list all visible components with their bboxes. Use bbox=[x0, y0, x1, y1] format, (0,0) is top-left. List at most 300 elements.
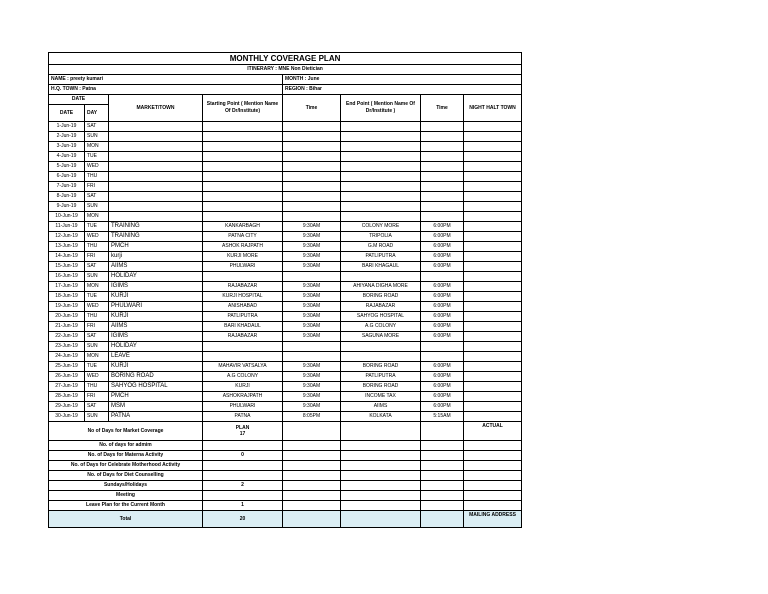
row-end-point: PATLIPUTRA bbox=[341, 372, 421, 382]
row-day: MON bbox=[85, 352, 109, 362]
summary-row bbox=[49, 481, 522, 491]
summary-label: No of Days for Market Coverage bbox=[49, 422, 203, 441]
hq-field: H.Q. TOWN : Patna bbox=[49, 85, 283, 95]
row-market: kurji bbox=[109, 252, 203, 262]
row-night-halt bbox=[464, 402, 522, 412]
row-market: KURJI bbox=[109, 312, 203, 322]
row-end-point: AIIMS bbox=[341, 402, 421, 412]
row-market bbox=[109, 212, 203, 222]
row-night-halt bbox=[464, 222, 522, 232]
row-day: SUN bbox=[85, 412, 109, 422]
row-end-time bbox=[421, 352, 464, 362]
actual-label: ACTUAL bbox=[482, 423, 503, 429]
row-start-point: KANKARBAGH bbox=[203, 222, 283, 232]
time-header-2: Time bbox=[421, 95, 464, 122]
row-date: 30-Jun-19 bbox=[49, 412, 85, 422]
row-end-point bbox=[341, 342, 421, 352]
total-blank bbox=[283, 511, 341, 528]
row-date: 5-Jun-19 bbox=[49, 162, 85, 172]
row-market: PMCH bbox=[109, 392, 203, 402]
row-date: 7-Jun-19 bbox=[49, 182, 85, 192]
summary-label: Leave Plan for the Current Month bbox=[49, 501, 203, 511]
row-start-time bbox=[283, 342, 341, 352]
summary-actual-value bbox=[464, 461, 522, 471]
row-market: BORING ROAD bbox=[109, 372, 203, 382]
row-date: 29-Jun-19 bbox=[49, 402, 85, 412]
row-start-time bbox=[283, 352, 341, 362]
row-start-time bbox=[283, 152, 341, 162]
date-header: DATE bbox=[49, 105, 85, 122]
row-start-point: PHULWARI bbox=[203, 402, 283, 412]
row-end-time: 6:00PM bbox=[421, 232, 464, 242]
row-end-time bbox=[421, 192, 464, 202]
summary-actual-value bbox=[464, 481, 522, 491]
row-market bbox=[109, 202, 203, 212]
summary-plan-value bbox=[203, 491, 283, 501]
row-start-time: 9:30AM bbox=[283, 392, 341, 402]
row-end-point bbox=[341, 272, 421, 282]
date-group-header: DATE bbox=[49, 95, 109, 105]
row-date: 17-Jun-19 bbox=[49, 282, 85, 292]
row-start-point: KURJI bbox=[203, 382, 283, 392]
table-row bbox=[49, 142, 522, 152]
row-start-time: 9:30AM bbox=[283, 372, 341, 382]
row-day: SAT bbox=[85, 332, 109, 342]
table-row bbox=[49, 272, 522, 282]
summary-blank bbox=[283, 441, 341, 451]
row-start-point: RAJABAZAR bbox=[203, 332, 283, 342]
row-start-point bbox=[203, 122, 283, 132]
table-row bbox=[49, 232, 522, 242]
summary-row bbox=[49, 461, 522, 471]
row-date: 11-Jun-19 bbox=[49, 222, 85, 232]
table-row bbox=[49, 162, 522, 172]
row-market bbox=[109, 122, 203, 132]
summary-label: No. of Days for Diet Counselling bbox=[49, 471, 203, 481]
row-end-point: BARI KHAGAUL bbox=[341, 262, 421, 272]
total-label: Total bbox=[49, 511, 203, 528]
row-day: FRI bbox=[85, 182, 109, 192]
end-header: End Point ( Mention Name Of Dr/Institute ) bbox=[341, 95, 421, 122]
summary-blank bbox=[283, 501, 341, 511]
summary-row bbox=[49, 501, 522, 511]
row-start-time bbox=[283, 192, 341, 202]
row-day: TUE bbox=[85, 152, 109, 162]
row-date: 27-Jun-19 bbox=[49, 382, 85, 392]
row-end-point: INCOME TAX bbox=[341, 392, 421, 402]
row-start-point: ANISHABAD bbox=[203, 302, 283, 312]
row-night-halt bbox=[464, 272, 522, 282]
summary-blank bbox=[283, 461, 341, 471]
name-field: NAME : preety kumari bbox=[49, 75, 283, 85]
summary-plan-value: 1 bbox=[203, 501, 283, 511]
row-start-time: 9:30AM bbox=[283, 292, 341, 302]
row-end-time bbox=[421, 182, 464, 192]
row-night-halt bbox=[464, 242, 522, 252]
row-end-time bbox=[421, 142, 464, 152]
row-start-point: RAJABAZAR bbox=[203, 282, 283, 292]
row-market: HOLIDAY bbox=[109, 272, 203, 282]
row-day: FRI bbox=[85, 252, 109, 262]
summary-blank bbox=[341, 471, 421, 481]
row-start-point: BARI KHADAUL bbox=[203, 322, 283, 332]
summary-actual-value bbox=[464, 441, 522, 451]
mailing-address-label: MAILING ADDRESS bbox=[464, 511, 522, 528]
summary-plan-value: 17 bbox=[239, 431, 246, 437]
row-night-halt bbox=[464, 362, 522, 372]
row-day: TUE bbox=[85, 222, 109, 232]
row-end-point bbox=[341, 152, 421, 162]
summary-blank bbox=[341, 501, 421, 511]
table-row bbox=[49, 352, 522, 362]
row-date: 13-Jun-19 bbox=[49, 242, 85, 252]
row-day: WED bbox=[85, 302, 109, 312]
row-start-point bbox=[203, 202, 283, 212]
row-end-time: 6:00PM bbox=[421, 322, 464, 332]
row-start-point bbox=[203, 342, 283, 352]
summary-label: Sundays/Holidays bbox=[49, 481, 203, 491]
summary-plan-value bbox=[203, 422, 283, 441]
table-row bbox=[49, 152, 522, 162]
row-end-time: 6:00PM bbox=[421, 402, 464, 412]
row-end-time bbox=[421, 172, 464, 182]
row-night-halt bbox=[464, 302, 522, 312]
row-market: HOLIDAY bbox=[109, 342, 203, 352]
row-end-point bbox=[341, 132, 421, 142]
row-start-point bbox=[203, 352, 283, 362]
row-end-time: 6:00PM bbox=[421, 332, 464, 342]
table-row bbox=[49, 342, 522, 352]
row-night-halt bbox=[464, 142, 522, 152]
row-day: MON bbox=[85, 142, 109, 152]
row-start-point bbox=[203, 272, 283, 282]
row-date: 23-Jun-19 bbox=[49, 342, 85, 352]
row-start-time bbox=[283, 172, 341, 182]
row-end-point: RAJABAZAR bbox=[341, 302, 421, 312]
row-end-point: KOLKATA bbox=[341, 412, 421, 422]
row-end-point bbox=[341, 202, 421, 212]
row-start-point bbox=[203, 132, 283, 142]
summary-blank bbox=[421, 422, 464, 441]
row-end-time bbox=[421, 202, 464, 212]
row-day: THU bbox=[85, 312, 109, 322]
summary-actual-value bbox=[464, 451, 522, 461]
row-start-time: 9:30AM bbox=[283, 382, 341, 392]
row-end-point: BORING ROAD bbox=[341, 362, 421, 372]
summary-plan-value bbox=[203, 471, 283, 481]
row-day: FRI bbox=[85, 322, 109, 332]
row-market: KURJI bbox=[109, 362, 203, 372]
row-end-time: 6:00PM bbox=[421, 362, 464, 372]
row-day: TUE bbox=[85, 362, 109, 372]
row-night-halt bbox=[464, 282, 522, 292]
row-start-point: A.G COLONY bbox=[203, 372, 283, 382]
table-row bbox=[49, 402, 522, 412]
row-end-time bbox=[421, 152, 464, 162]
row-end-time bbox=[421, 342, 464, 352]
table-row bbox=[49, 382, 522, 392]
start-header: Starting Point ( Mention Name Of Dr/Institute) bbox=[203, 95, 283, 122]
summary-row bbox=[49, 491, 522, 501]
row-start-time: 9:30AM bbox=[283, 402, 341, 412]
row-day: SUN bbox=[85, 272, 109, 282]
summary-row bbox=[49, 471, 522, 481]
row-market bbox=[109, 132, 203, 142]
table-row bbox=[49, 322, 522, 332]
row-market bbox=[109, 172, 203, 182]
table-row bbox=[49, 242, 522, 252]
row-market: PMCH bbox=[109, 242, 203, 252]
summary-plan-value bbox=[203, 461, 283, 471]
row-day: SUN bbox=[85, 202, 109, 212]
summary-label: No. of Days for Celebrate Motherhood Activity bbox=[49, 461, 203, 471]
row-date: 1-Jun-19 bbox=[49, 122, 85, 132]
row-start-point: ASHOKRAJPATH bbox=[203, 392, 283, 402]
row-end-time: 6:00PM bbox=[421, 262, 464, 272]
row-end-point: BORING ROAD bbox=[341, 382, 421, 392]
row-date: 14-Jun-19 bbox=[49, 252, 85, 262]
row-start-time: 9:30AM bbox=[283, 362, 341, 372]
night-halt-header: NIGHT HALT TOWN bbox=[464, 95, 522, 122]
summary-row bbox=[49, 422, 522, 441]
row-night-halt bbox=[464, 352, 522, 362]
row-end-point: AHIYANA DIGHA MORE bbox=[341, 282, 421, 292]
row-day: TUE bbox=[85, 292, 109, 302]
plan-label: PLAN bbox=[235, 425, 250, 431]
summary-plan-value: 2 bbox=[203, 481, 283, 491]
row-start-time bbox=[283, 272, 341, 282]
row-market: AIIMS bbox=[109, 262, 203, 272]
summary-actual-value bbox=[464, 422, 522, 441]
row-start-point: PATNA bbox=[203, 412, 283, 422]
row-date: 24-Jun-19 bbox=[49, 352, 85, 362]
row-end-time bbox=[421, 132, 464, 142]
row-start-point bbox=[203, 212, 283, 222]
total-blank bbox=[421, 511, 464, 528]
row-date: 21-Jun-19 bbox=[49, 322, 85, 332]
row-end-time: 6:00PM bbox=[421, 372, 464, 382]
itinerary-label: ITINERARY : MNE Non Dietician bbox=[49, 65, 522, 75]
row-end-time: 6:00PM bbox=[421, 292, 464, 302]
summary-blank bbox=[283, 422, 341, 441]
row-market: LEAVE bbox=[109, 352, 203, 362]
row-end-time: 6:00PM bbox=[421, 242, 464, 252]
table-row bbox=[49, 282, 522, 292]
row-market: AIIMS bbox=[109, 322, 203, 332]
row-end-time: 6:00PM bbox=[421, 282, 464, 292]
row-end-time bbox=[421, 212, 464, 222]
total-row bbox=[49, 511, 522, 528]
table-row bbox=[49, 362, 522, 372]
region-field: REGION : Bihar bbox=[283, 85, 522, 95]
row-night-halt bbox=[464, 202, 522, 212]
summary-plan-value: 0 bbox=[203, 451, 283, 461]
table-row bbox=[49, 212, 522, 222]
row-date: 20-Jun-19 bbox=[49, 312, 85, 322]
row-start-time: 9:30AM bbox=[283, 282, 341, 292]
table-row bbox=[49, 332, 522, 342]
row-end-time: 6:00PM bbox=[421, 382, 464, 392]
row-night-halt bbox=[464, 382, 522, 392]
summary-blank bbox=[421, 461, 464, 471]
row-day: SAT bbox=[85, 262, 109, 272]
row-start-point bbox=[203, 142, 283, 152]
row-start-time: 9:30AM bbox=[283, 322, 341, 332]
row-date: 19-Jun-19 bbox=[49, 302, 85, 312]
row-end-time: 6:00PM bbox=[421, 392, 464, 402]
row-market: IGIMS bbox=[109, 282, 203, 292]
row-end-point bbox=[341, 192, 421, 202]
row-start-time: 9:30AM bbox=[283, 252, 341, 262]
day-header: DAY bbox=[85, 105, 109, 122]
row-market: KURJI bbox=[109, 292, 203, 302]
table-row bbox=[49, 172, 522, 182]
row-start-time bbox=[283, 142, 341, 152]
row-market: PHULWARI bbox=[109, 302, 203, 312]
table-row bbox=[49, 202, 522, 212]
row-night-halt bbox=[464, 332, 522, 342]
row-end-point bbox=[341, 142, 421, 152]
row-start-point bbox=[203, 152, 283, 162]
row-day: SAT bbox=[85, 192, 109, 202]
table-row bbox=[49, 132, 522, 142]
row-end-time: 5:15AM bbox=[421, 412, 464, 422]
summary-actual-value bbox=[464, 491, 522, 501]
row-end-point: G.M ROAD bbox=[341, 242, 421, 252]
summary-blank bbox=[421, 451, 464, 461]
summary-blank bbox=[421, 471, 464, 481]
row-start-time: 9:30AM bbox=[283, 262, 341, 272]
row-end-point bbox=[341, 172, 421, 182]
table-row bbox=[49, 262, 522, 272]
row-day: SUN bbox=[85, 132, 109, 142]
row-day: MON bbox=[85, 212, 109, 222]
row-date: 12-Jun-19 bbox=[49, 232, 85, 242]
summary-blank bbox=[341, 491, 421, 501]
row-date: 15-Jun-19 bbox=[49, 262, 85, 272]
row-night-halt bbox=[464, 312, 522, 322]
row-end-time bbox=[421, 162, 464, 172]
row-market: IGIMS bbox=[109, 332, 203, 342]
row-start-point bbox=[203, 182, 283, 192]
row-night-halt bbox=[464, 152, 522, 162]
row-date: 26-Jun-19 bbox=[49, 372, 85, 382]
summary-plan-value bbox=[203, 441, 283, 451]
summary-actual-value bbox=[464, 501, 522, 511]
row-start-time bbox=[283, 182, 341, 192]
table-row bbox=[49, 222, 522, 232]
row-night-halt bbox=[464, 392, 522, 402]
coverage-plan-table bbox=[48, 52, 522, 528]
row-start-time: 8:05PM bbox=[283, 412, 341, 422]
table-row bbox=[49, 252, 522, 262]
total-blank bbox=[341, 511, 421, 528]
row-night-halt bbox=[464, 322, 522, 332]
summary-blank bbox=[421, 501, 464, 511]
row-date: 25-Jun-19 bbox=[49, 362, 85, 372]
table-row bbox=[49, 392, 522, 402]
summary-blank bbox=[283, 471, 341, 481]
row-end-point bbox=[341, 182, 421, 192]
row-start-time bbox=[283, 122, 341, 132]
row-day: WED bbox=[85, 162, 109, 172]
summary-blank bbox=[341, 481, 421, 491]
row-end-point bbox=[341, 212, 421, 222]
row-market bbox=[109, 162, 203, 172]
time-header: Time bbox=[283, 95, 341, 122]
row-start-point: MAHAVIR VATSALYA bbox=[203, 362, 283, 372]
row-end-time: 6:00PM bbox=[421, 302, 464, 312]
row-start-time bbox=[283, 162, 341, 172]
row-start-time: 9:30AM bbox=[283, 242, 341, 252]
row-date: 4-Jun-19 bbox=[49, 152, 85, 162]
row-market bbox=[109, 152, 203, 162]
row-start-point: PATNA CITY bbox=[203, 232, 283, 242]
row-day: THU bbox=[85, 382, 109, 392]
summary-blank bbox=[341, 441, 421, 451]
row-start-point: ASHOK RAJPATH bbox=[203, 242, 283, 252]
row-night-halt bbox=[464, 412, 522, 422]
row-start-point bbox=[203, 192, 283, 202]
table-row bbox=[49, 192, 522, 202]
summary-row bbox=[49, 441, 522, 451]
row-date: 10-Jun-19 bbox=[49, 212, 85, 222]
table-row bbox=[49, 412, 522, 422]
row-end-time: 6:00PM bbox=[421, 252, 464, 262]
row-date: 22-Jun-19 bbox=[49, 332, 85, 342]
row-night-halt bbox=[464, 262, 522, 272]
row-date: 28-Jun-19 bbox=[49, 392, 85, 402]
summary-blank bbox=[283, 481, 341, 491]
row-day: FRI bbox=[85, 392, 109, 402]
row-start-time: 9:30AM bbox=[283, 222, 341, 232]
row-start-point: PATLIPUTRA bbox=[203, 312, 283, 322]
row-day: SAT bbox=[85, 122, 109, 132]
row-end-point: TRIPOLIA bbox=[341, 232, 421, 242]
row-start-time: 9:30AM bbox=[283, 232, 341, 242]
row-end-time: 6:00PM bbox=[421, 312, 464, 322]
summary-blank bbox=[421, 491, 464, 501]
row-day: SAT bbox=[85, 402, 109, 412]
row-night-halt bbox=[464, 232, 522, 242]
row-night-halt bbox=[464, 342, 522, 352]
row-end-point: BORING ROAD bbox=[341, 292, 421, 302]
row-end-point bbox=[341, 352, 421, 362]
row-day: MON bbox=[85, 282, 109, 292]
summary-label: No. of Days for Materna Activity bbox=[49, 451, 203, 461]
row-night-halt bbox=[464, 132, 522, 142]
row-day: THU bbox=[85, 172, 109, 182]
row-market bbox=[109, 192, 203, 202]
row-market: SAHYOG HOSPITAL bbox=[109, 382, 203, 392]
row-date: 9-Jun-19 bbox=[49, 202, 85, 212]
row-night-halt bbox=[464, 162, 522, 172]
table-row bbox=[49, 292, 522, 302]
row-date: 8-Jun-19 bbox=[49, 192, 85, 202]
summary-blank bbox=[341, 422, 421, 441]
row-end-time bbox=[421, 122, 464, 132]
row-day: SUN bbox=[85, 342, 109, 352]
table-row bbox=[49, 302, 522, 312]
row-date: 3-Jun-19 bbox=[49, 142, 85, 152]
summary-blank bbox=[283, 491, 341, 501]
row-market bbox=[109, 182, 203, 192]
table-row bbox=[49, 182, 522, 192]
table-row bbox=[49, 312, 522, 322]
row-start-point: KURJI HOSPITAL bbox=[203, 292, 283, 302]
row-night-halt bbox=[464, 122, 522, 132]
row-end-point: COLONY MORE bbox=[341, 222, 421, 232]
